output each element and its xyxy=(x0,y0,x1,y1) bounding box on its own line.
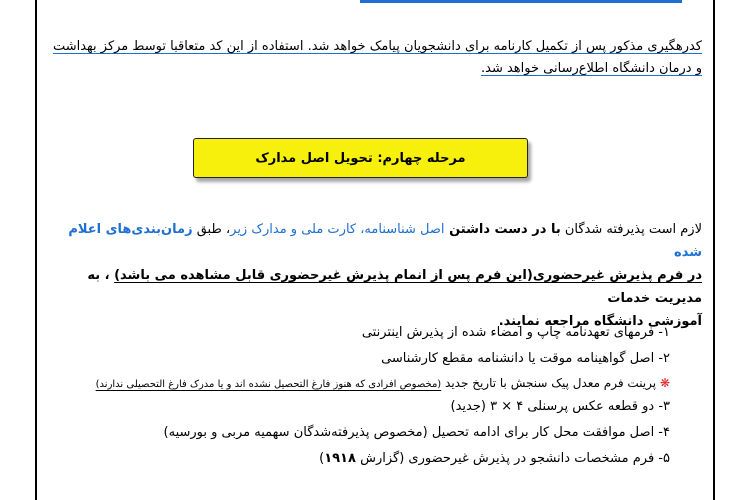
schedule-highlight: زمان‌بندی‌های اعلام شده xyxy=(68,222,702,260)
list-item xyxy=(70,372,670,394)
list-item-text: ۵- فرم مشخصات دانشجو در پذیرش غیرحضوری (گزارش xyxy=(355,451,670,466)
list-item-note: (مخصوص افرادی که هنوز فارغ التحصیل نشده اند و یا مدرک فارغ التحصیلی ندارند) xyxy=(95,379,442,390)
step-banner xyxy=(193,138,528,178)
instructions-line-2 xyxy=(42,264,702,310)
intro-paragraph xyxy=(42,36,702,80)
page-border-left xyxy=(35,0,37,500)
list-item-text: ) xyxy=(319,451,325,466)
list-item: ۲- اصل گواهینامه موقت یا دانشنامه مقطع کارشناسی xyxy=(381,351,670,366)
list-item: ۴- اصل موافقت محل کار برای ادامه تحصیل (مخصوص پذیرفته‌شدگان سهمیه مربی و بورسیه) xyxy=(163,425,670,440)
list-item xyxy=(70,446,670,472)
star-bullet-icon: ❋ xyxy=(659,376,670,390)
instructions-line-3: آموزشی دانشگاه مراجعه نمایند. xyxy=(498,314,702,329)
report-number: ۱۹۱۸ xyxy=(324,451,356,466)
instructions-bold: با در دست داشتن xyxy=(444,222,561,237)
documents-list xyxy=(70,320,670,472)
list-item: ۱- فرمهای تعهدنامه چاپ و امضاء شده از پذیرش اینترنتی xyxy=(361,325,670,340)
page-border-right xyxy=(713,0,715,500)
intro-line-2: و درمان دانشگاه اطلاع‌رسانی خواهد شد. xyxy=(481,61,702,76)
list-item-text: پرینت فرم معدل پیک سنجش با تاریخ جدید xyxy=(441,376,660,390)
form-note: در فرم پذیرش غیرحضوری(این فرم پس از انمام پذیرش غیرحضوری قابل مشاهده می باشد) xyxy=(114,268,702,283)
list-item: ۳- دو قطعه عکس پرسنلی ۴ × ۳ (جدید) xyxy=(450,399,670,414)
instructions-text: ، طبق xyxy=(192,222,231,237)
top-blue-rule xyxy=(360,0,682,3)
instructions-text: ، به مدیریت خدمات xyxy=(87,268,702,306)
step-banner-title: مرحله چهارم: تحویل اصل مدارک xyxy=(255,150,466,166)
instructions-text: لازم است پذیرفته شدگان xyxy=(560,222,702,237)
required-docs-highlight: اصل شناسنامه، کارت ملی و مدارک زیر xyxy=(230,222,445,237)
instructions-paragraph xyxy=(42,218,702,333)
instructions-line-1 xyxy=(42,218,702,264)
intro-line-1: کدرهگیری مذکور پس از تکمیل کارنامه برای دانشجویان پیامک خواهد شد. استفاده از این کد متعاقبا توسط مرکز بهداشت xyxy=(52,39,702,54)
